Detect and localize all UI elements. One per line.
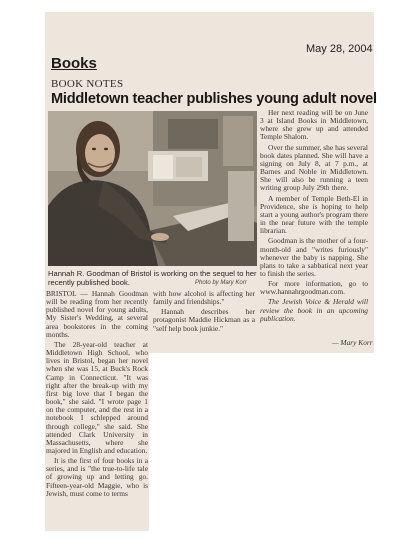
- paragraph: Her next reading will be on June 3 at Island Books in Middletown, where she grew up and attended Temple Shalom.: [260, 108, 368, 142]
- article-column-right: [260, 109, 368, 325]
- author-photo: [48, 111, 257, 266]
- paragraph: with how alcohol is affecting her family and friendships.": [153, 289, 255, 307]
- byline-signature: — Mary Korr: [332, 338, 373, 347]
- paragraph: For more information, go to www.hannahrgoodman.com.: [260, 279, 368, 297]
- paragraph: Goodman is the mother of a four-month-old and "writes furiously" whenever the baby is napping. She plans to take a sabbatical next year to finish the series.: [260, 236, 368, 278]
- paragraph: BRISTOL — Hannah Goodman will be reading from her recently published novel for young adults, My Sister's Wedding, at several area bookstores in the coming months.: [46, 289, 148, 339]
- photo-caption: Hannah R. Goodman of Bristol is working on the sequel to her recently published book.: [48, 269, 257, 287]
- article-column-middle: [153, 290, 255, 335]
- publication-date: May 28, 2004: [306, 43, 373, 55]
- paragraph: Hannah describes her protagonist Maddie Hickman as a "self help book junkie.": [153, 307, 255, 333]
- paragraph: The 28-year-old teacher at Middletown High School, who lives in Bristol, began her novel when she was 15, at Buck's Rock Camp in Connecticut. "It was right after the break-up with my first big love that I began the book," she said. "I wrote page 1 on the computer, and the rest in a notebook I schlepped around through college," she said. She attended Clark University in Massachusetts, where she majored in English and education.: [46, 339, 148, 455]
- photo-credit: Photo by Mary Korr: [195, 280, 247, 286]
- kicker: BOOK NOTES: [51, 78, 124, 90]
- headline: Middletown teacher publishes young adult novel: [51, 91, 377, 107]
- paragraph: A member of Temple Beth-El in Providence, she is hoping to help start a young author's program there in the near future with the temple librarian.: [260, 193, 368, 236]
- article-column-left: [46, 290, 148, 500]
- paragraph: Over the summer, she has several book dates planned. She will have a signing on July 8, at 7 p.m., at Barnes and Noble in Middletown. She will also be running a teen writing group July 29th there.: [260, 142, 368, 193]
- review-note: The Jewish Voice & Herald will review the book in an upcoming publication.: [260, 297, 368, 323]
- section-title: Books: [51, 55, 97, 72]
- paragraph: It is the first of four books in a series, and is "the true-to-life tale of growing up and letting go. Fifteen-year-old Maggie, who is Jewish, must come to terms: [46, 456, 148, 498]
